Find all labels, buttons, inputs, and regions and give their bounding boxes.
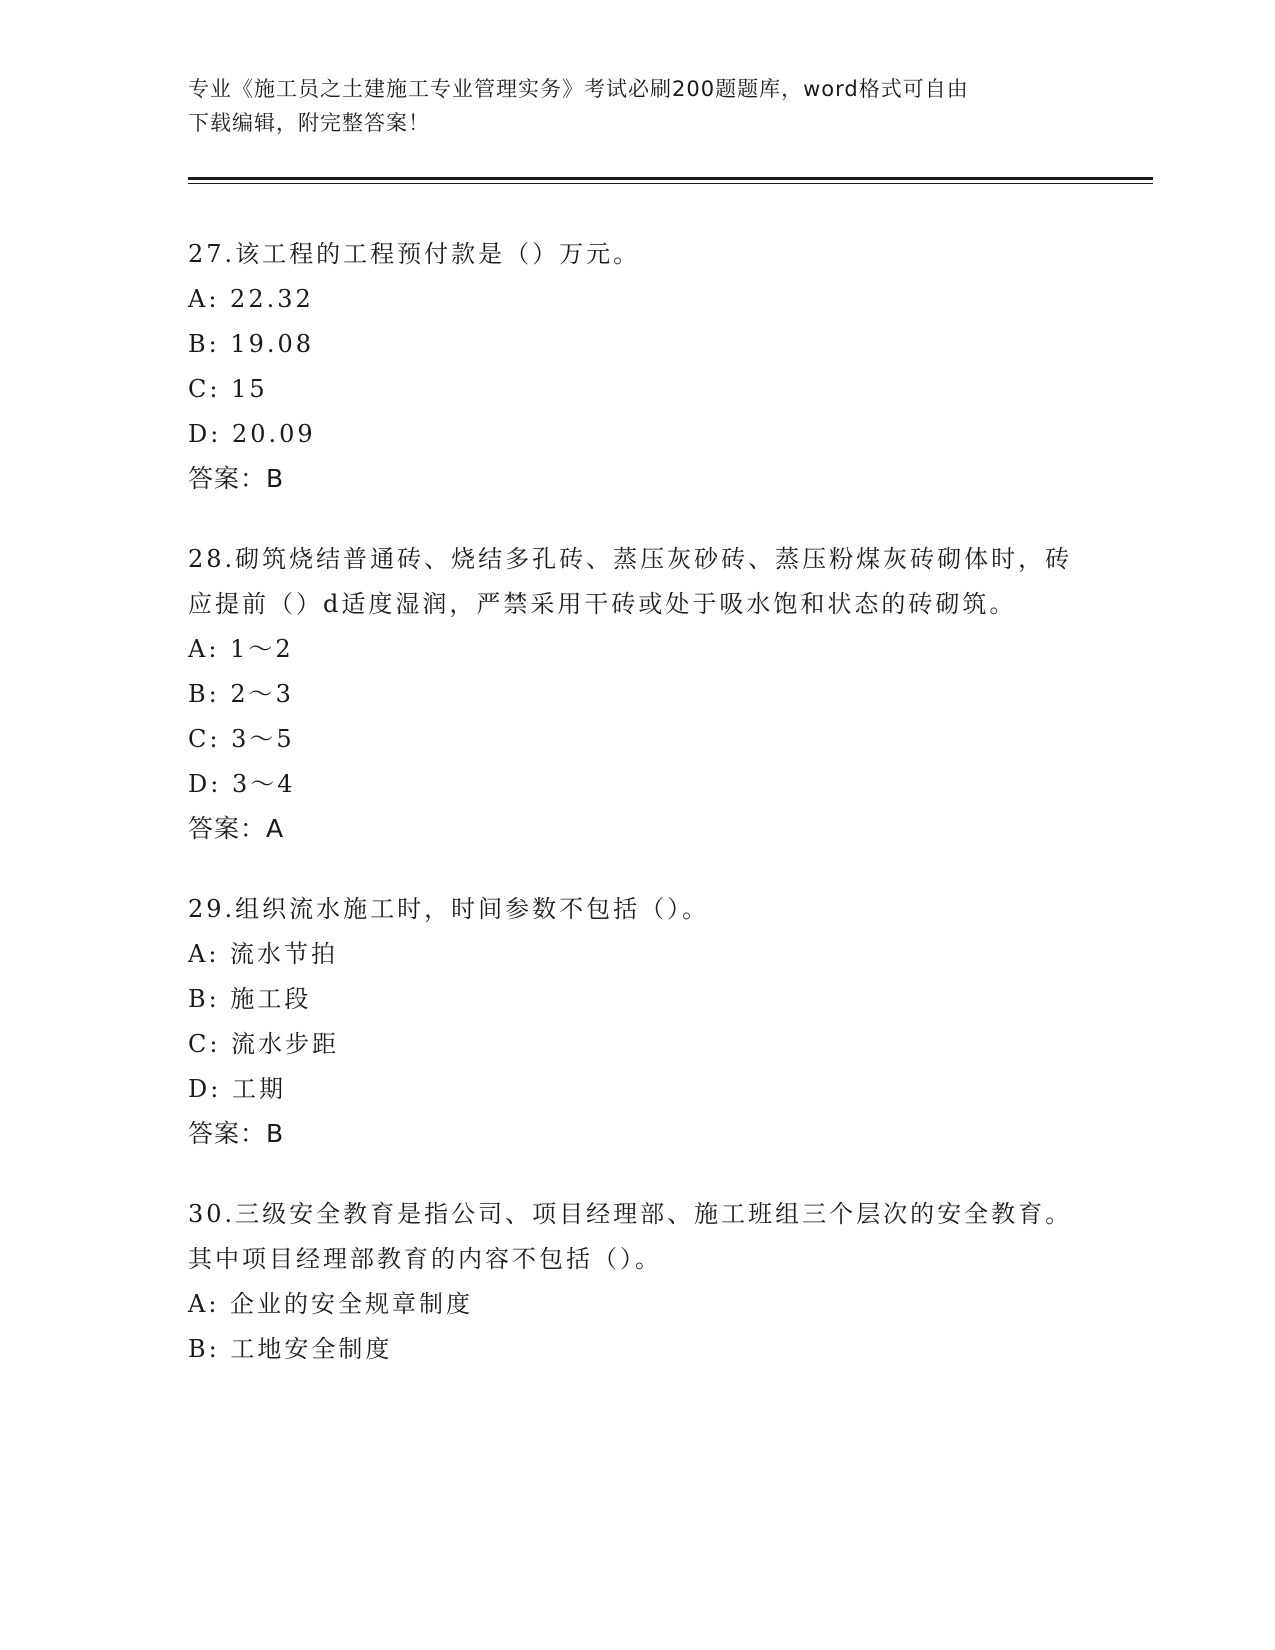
option-c: C: 流水步距: [188, 1030, 340, 1058]
question-list: [188, 232, 1088, 1408]
header-divider-thin: [188, 183, 1153, 184]
option-c: C: 3～5: [188, 725, 295, 753]
header-line-1: 专业《施工员之土建施工专业管理实务》考试必刷200题题库，word格式可自由: [188, 77, 969, 101]
option-a: A: 1～2: [188, 635, 294, 663]
question-text: 30.三级安全教育是指公司、项目经理部、施工班组三个层次的安全教育。其中项目经理部教育的内容不包括（）。: [188, 1200, 1073, 1273]
header-line-2: 下载编辑，附完整答案！: [188, 111, 430, 135]
answer-key: 答案：A: [188, 814, 285, 843]
answer-key: 答案：B: [188, 464, 285, 493]
option-a: A: 流水节拍: [188, 940, 339, 968]
option-a: A: 22.32: [188, 285, 314, 313]
document-header: [188, 72, 1108, 140]
header-divider-thick: [188, 177, 1153, 180]
option-d: D: 工期: [188, 1075, 286, 1103]
question-text: 28.砌筑烧结普通砖、烧结多孔砖、蒸压灰砂砖、蒸压粉煤灰砖砌体时，砖应提前（）d适度湿润，严禁采用干砖或处于吸水饱和状态的砖砌筑。: [188, 545, 1073, 618]
option-d: D: 3～4: [188, 770, 296, 798]
option-d: D: 20.09: [188, 420, 316, 448]
question-29: [188, 887, 1088, 1156]
option-b: B: 施工段: [188, 985, 312, 1013]
question-text: 29.组织流水施工时，时间参数不包括（）。: [188, 895, 710, 923]
question-27: [188, 232, 1088, 501]
question-28: [188, 537, 1088, 851]
option-b: B: 工地安全制度: [188, 1335, 393, 1363]
answer-key: 答案：B: [188, 1119, 285, 1148]
question-30: [188, 1192, 1088, 1372]
option-b: B: 19.08: [188, 330, 315, 358]
option-c: C: 15: [188, 375, 268, 403]
question-text: 27.该工程的工程预付款是（）万元。: [188, 240, 641, 268]
option-a: A: 企业的安全规章制度: [188, 1290, 474, 1318]
option-b: B: 2～3: [188, 680, 294, 708]
